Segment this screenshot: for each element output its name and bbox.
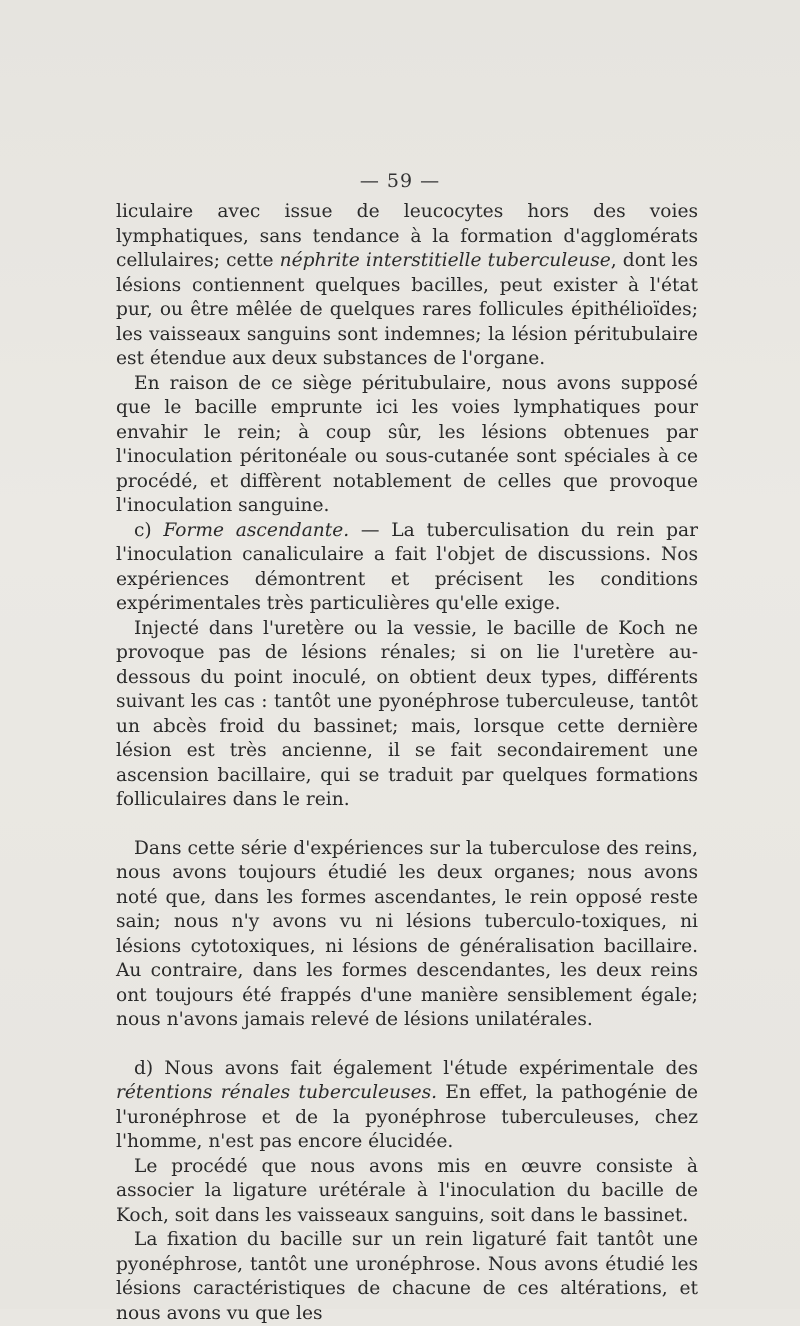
paragraph	[116, 1155, 698, 1229]
text-run: Dans cette série d'expériences sur la tuberculose des reins, nous avons toujours étudié les deux organes; nous avons noté que, dans les formes ascendantes, le rein opposé reste sain; nous n'y avons vu ni lésions tuberculo-toxiques, ni lésions cytotoxiques, ni lésions de généralisation bacillaire. Au contraire, dans les formes descendantes, les deux reins ont toujours été frappés d'une manière sensiblement égale; nous n'avons jamais relevé de lésions unilatérales.	[116, 837, 698, 1030]
text-run: , dont les lésions contiennent quelques bacilles, peut exister à l'état pur, ou être mêlée de quelques rares follicules épithélioïdes; les vaisseaux sanguins sont indemnes; la lésion péritubulaire est étendue aux deux substances de l'organe.	[116, 250, 698, 369]
italic-text: néphrite interstitielle tuberculeuse	[279, 250, 611, 271]
italic-text: Forme ascendante.	[163, 519, 350, 541]
text-run: d) Nous avons fait également l'étude expérimentale des	[134, 1057, 698, 1079]
paragraph	[116, 200, 698, 372]
paragraph	[116, 1057, 698, 1155]
body-text	[116, 200, 698, 1326]
paragraph	[116, 1228, 698, 1326]
text-run: Injecté dans l'uretère ou la vessie, le bacille de Koch ne provoque pas de lésions rénales; si on lie l'uretère au-dessous du point inoculé, on obtient deux types, différents suivant les cas : tantôt une pyonéphrose tuberculeuse, tantôt un abcès froid du bassinet; mais, lorsque cette dernière lésion est très ancienne, il se fait secondairement une ascension bacillaire, qui se traduit par quelques formations folliculaires dans le rein.	[116, 617, 698, 810]
text-run: — La tuberculisation du rein par l'inoculation canaliculaire a fait l'objet de discussions. Nos expériences démontrent et précisent les conditions expérimentales très particulières qu'elle exige.	[116, 519, 699, 614]
text-run: En effet, la pathogénie de l'uronéphrose et de la pyonéphrose tuberculeuses, chez l'homme, n'est pas encore élucidée.	[116, 1082, 698, 1152]
paragraph	[116, 372, 698, 519]
text-run: liculaire avec issue de leucocytes hors des voies lymphatiques, sans tendance à la formation d'agglomérats cellulaires; cette	[116, 201, 698, 271]
paragraph	[116, 837, 698, 1033]
paragraph	[116, 617, 698, 813]
text-run: La fixation du bacille sur un rein ligaturé fait tantôt une pyonéphrose, tantôt une uronéphrose. Nous avons étudié les lésions caractéristiques de chacune de ces altérations, et nous avons vu que les	[116, 1229, 698, 1324]
text-run: En raison de ce siège péritubulaire, nous avons supposé que le bacille emprunte ici les voies lymphatiques pour envahir le rein; à coup sûr, les lésions obtenues par l'inoculation péritonéale ou sous-cutanée sont spéciales à ce procédé, et diffèrent notablement de celles que provoque l'inoculation sanguine.	[116, 372, 698, 516]
paragraph	[116, 519, 698, 617]
text-run: Le procédé que nous avons mis en œuvre consiste à associer la ligature urétérale à l'inoculation du bacille de Koch, soit dans les vaisseaux sanguins, soit dans le bassinet.	[116, 1155, 698, 1226]
page-number: — 59 —	[359, 170, 441, 192]
text-run: c)	[134, 519, 164, 541]
italic-text: rétentions rénales tuberculeuses.	[116, 1082, 438, 1103]
